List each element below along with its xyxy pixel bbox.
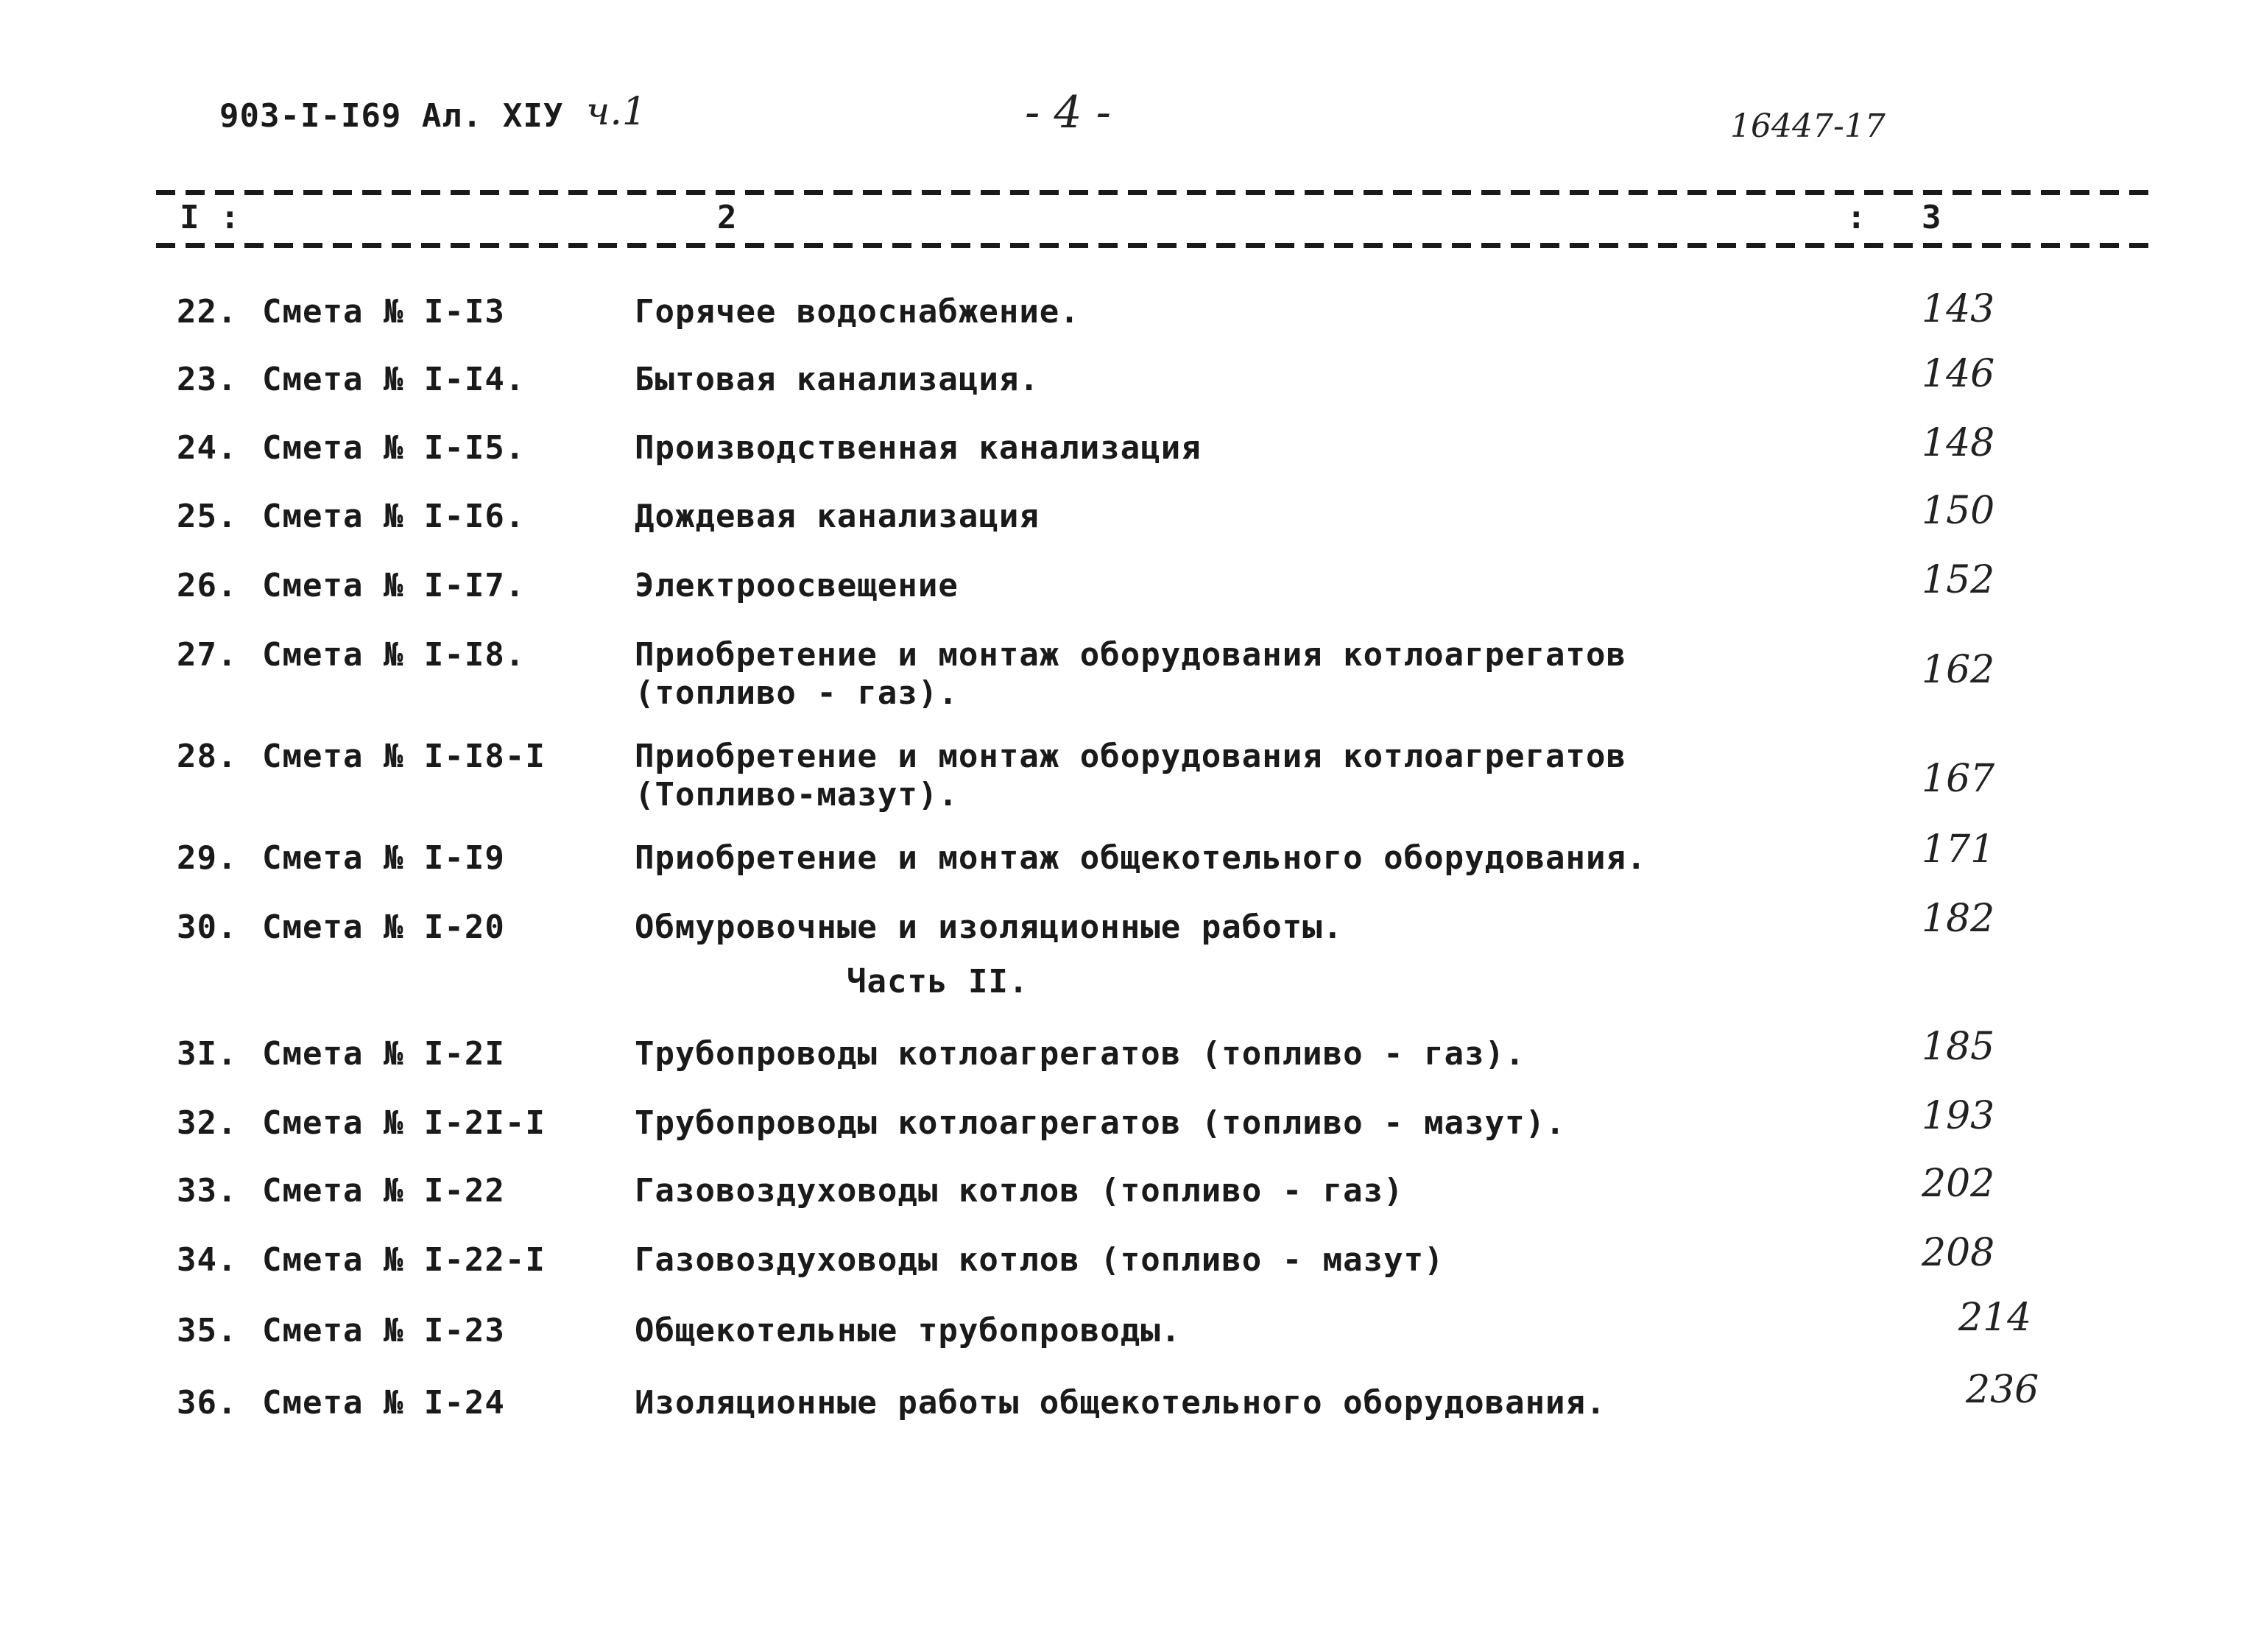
row-number: 36. — [177, 1384, 238, 1422]
description-line: Приобретение и монтаж оборудования котлоагрегатов — [635, 738, 1627, 775]
row-description: Трубопроводы котлоагрегатов (топливо - газ). — [635, 1035, 1525, 1073]
inventory-number: 16447-17 — [1730, 107, 1886, 145]
row-description: Производственная канализация — [635, 429, 1202, 467]
description-line: (Топливо-мазут). — [635, 776, 959, 813]
row-number: 25. — [177, 498, 238, 535]
estimate-ref: Смета № I-20 — [262, 908, 505, 946]
estimate-ref: Смета № I-I9 — [262, 839, 505, 877]
row-description: Газовоздуховоды котлов (топливо - газ) — [635, 1172, 1404, 1210]
column-separator: : — [1846, 199, 1867, 236]
row-description: Общекотельные трубопроводы. — [635, 1312, 1182, 1349]
row-page: 146 — [1922, 352, 1995, 396]
row-description — [635, 738, 1626, 814]
row-page: 150 — [1922, 489, 1995, 533]
row-page: 208 — [1922, 1231, 1995, 1275]
estimate-ref: Смета № I-22 — [262, 1172, 505, 1210]
row-number: 33. — [177, 1172, 238, 1210]
row-description: Приобретение и монтаж общекотельного оборудования. — [635, 839, 1647, 877]
row-description — [635, 636, 1626, 713]
row-page: 202 — [1922, 1162, 1995, 1206]
row-page: 143 — [1922, 287, 1995, 331]
estimate-ref: Смета № I-2I — [262, 1035, 505, 1073]
document-part-handwritten: ч.1 — [586, 90, 646, 134]
row-page: 214 — [1958, 1296, 2032, 1340]
row-page: 185 — [1922, 1025, 1995, 1069]
column-1-header: I : — [180, 199, 241, 236]
row-page: 182 — [1922, 897, 1995, 941]
row-number: 30. — [177, 908, 238, 946]
row-page: 152 — [1922, 558, 1995, 602]
row-description: Дождевая канализация — [635, 498, 1040, 535]
row-number: 27. — [177, 636, 238, 674]
row-number: 24. — [177, 429, 238, 467]
estimate-ref: Смета № I-22-I — [262, 1241, 546, 1279]
row-page: 193 — [1922, 1094, 1995, 1138]
estimate-ref: Смета № I-I7. — [262, 567, 526, 604]
estimate-ref: Смета № I-I8. — [262, 636, 526, 674]
estimate-ref: Смета № I-I6. — [262, 498, 526, 535]
row-page: 148 — [1922, 421, 1995, 465]
row-number: 34. — [177, 1241, 238, 1279]
header-top-rule — [156, 190, 2153, 195]
row-description: Горячее водоснабжение. — [635, 293, 1080, 331]
row-number: 23. — [177, 361, 238, 398]
estimate-ref: Смета № I-I4. — [262, 361, 526, 398]
row-number: 29. — [177, 839, 238, 877]
row-page: 167 — [1922, 757, 1995, 801]
column-3-header: 3 — [1922, 199, 1942, 236]
row-number: 3I. — [177, 1035, 238, 1073]
estimate-ref: Смета № I-2I-I — [262, 1104, 546, 1142]
estimate-ref: Смета № I-I5. — [262, 429, 526, 467]
column-2-header: 2 — [717, 199, 738, 236]
description-line: (топливо - газ). — [635, 674, 959, 712]
estimate-ref: Смета № I-23 — [262, 1312, 505, 1349]
row-description: Электроосвещение — [635, 567, 959, 604]
estimate-ref: Смета № I-I8-I — [262, 738, 546, 775]
row-number: 22. — [177, 293, 238, 331]
description-line: Приобретение и монтаж оборудования котлоагрегатов — [635, 636, 1627, 674]
row-page: 236 — [1966, 1368, 2039, 1412]
row-page: 171 — [1922, 827, 1995, 872]
estimate-ref: Смета № I-24 — [262, 1384, 505, 1422]
row-description: Трубопроводы котлоагрегатов (топливо - мазут). — [635, 1104, 1566, 1142]
section-title: Часть II. — [847, 963, 1029, 1000]
row-number: 28. — [177, 738, 238, 775]
row-number: 26. — [177, 567, 238, 604]
row-page: 162 — [1922, 648, 1995, 692]
row-description: Газовоздуховоды котлов (топливо - мазут) — [635, 1241, 1445, 1279]
row-description: Бытовая канализация. — [635, 361, 1040, 398]
row-number: 35. — [177, 1312, 238, 1349]
document-code: 903-I-I69 Ал. XIУ — [219, 97, 564, 135]
row-number: 32. — [177, 1104, 238, 1142]
row-description: Обмуровочные и изоляционные работы. — [635, 908, 1344, 946]
estimate-ref: Смета № I-I3 — [262, 293, 505, 331]
header-bottom-rule — [156, 243, 2153, 248]
page-number: - 4 - — [1025, 87, 1111, 138]
row-description: Изоляционные работы общекотельного оборудования. — [635, 1384, 1606, 1422]
